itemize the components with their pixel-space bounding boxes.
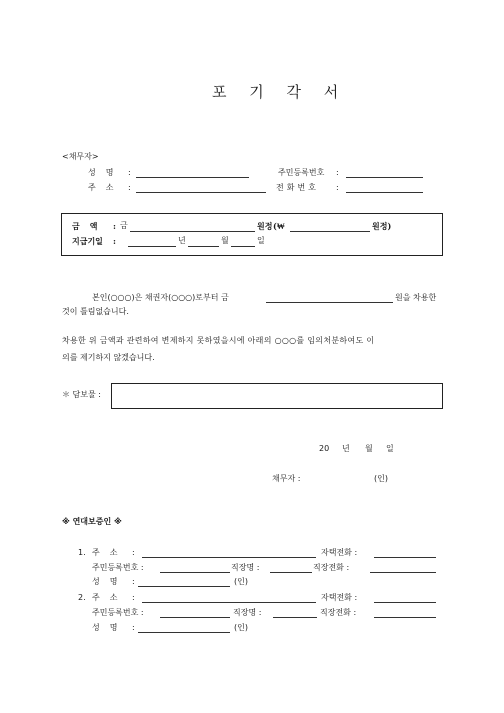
body-paragraph-1a: 본인(○○○)은 채권자(○○○)로부터 금 bbox=[92, 293, 229, 302]
guarantor-2-work-phone-field[interactable] bbox=[374, 617, 436, 618]
guarantor-1-seal: (인) bbox=[234, 577, 248, 586]
debtor-phone-label: 전화번호 bbox=[276, 183, 319, 192]
won-close: 원정) bbox=[372, 221, 392, 231]
debtor-name-label: 성명 bbox=[88, 168, 124, 177]
guarantor-2-work-phone-label: 직장전화 : bbox=[320, 608, 357, 617]
collateral-label: ＊ 담보물 : bbox=[62, 390, 101, 399]
guarantor-1-work-phone-label: 직장전화 : bbox=[313, 563, 350, 572]
colon: : bbox=[113, 236, 116, 246]
guarantor-1-home-phone-field[interactable] bbox=[374, 557, 436, 558]
guarantor-1-number: 1. bbox=[78, 548, 86, 557]
guarantor-1-home-phone-label: 자택전화 : bbox=[321, 548, 358, 557]
guarantor-2-id-field[interactable] bbox=[160, 617, 230, 618]
guarantor-2-home-phone-label: 자택전화 : bbox=[321, 593, 358, 602]
body-paragraph-2b: 의를 제기하지 않겠습니다. bbox=[62, 353, 155, 362]
debtor-name-field[interactable] bbox=[136, 177, 249, 178]
guarantor-1-id-label: 주민등록번호 : bbox=[92, 563, 144, 572]
guarantor-1-address-field[interactable] bbox=[142, 557, 316, 558]
colon: : bbox=[128, 183, 131, 192]
guarantor-2-name-label: 성명 bbox=[92, 623, 128, 632]
debtor-address-field[interactable] bbox=[136, 192, 266, 193]
guarantor-1-id-field[interactable] bbox=[160, 572, 230, 573]
guarantor-2-number: 2. bbox=[78, 593, 86, 602]
colon: : bbox=[113, 221, 116, 231]
due-date-label: 지급기일 bbox=[72, 236, 103, 246]
colon: : bbox=[132, 623, 135, 632]
amount-field[interactable] bbox=[130, 231, 255, 232]
won-symbol-open: (₩ bbox=[273, 221, 285, 231]
date-month-unit: 월 bbox=[365, 444, 373, 453]
guarantor-2-id-label: 주민등록번호 : bbox=[92, 608, 144, 617]
guarantor-2-workplace-label: 직장명 : bbox=[233, 608, 262, 617]
date-day-unit: 일 bbox=[386, 444, 394, 453]
body-paragraph-1c: 것이 틀림없습니다. bbox=[62, 307, 129, 316]
amount-numeric-field[interactable] bbox=[290, 231, 370, 232]
debtor-phone-field[interactable] bbox=[346, 192, 423, 193]
borrowed-amount-field[interactable] bbox=[266, 302, 393, 303]
due-year-unit: 년 bbox=[178, 236, 186, 245]
page-title: 포 기 각 서 bbox=[212, 83, 348, 101]
colon: : bbox=[132, 548, 135, 557]
amount-prefix: 금 bbox=[120, 221, 128, 230]
due-year-field[interactable] bbox=[128, 246, 176, 247]
amount-label: 금액 bbox=[72, 221, 108, 231]
amount-won-text: 원정 bbox=[257, 221, 273, 231]
debtor-id-field[interactable] bbox=[346, 177, 423, 178]
guarantor-1-name-field[interactable] bbox=[138, 586, 230, 587]
guarantor-2-home-phone-field[interactable] bbox=[374, 602, 436, 603]
guarantor-2-address-label: 주소 bbox=[92, 593, 128, 602]
signature-label: 채무자 : bbox=[272, 474, 301, 483]
signature-seal: (인) bbox=[374, 474, 388, 483]
debtor-heading: <채무자> bbox=[62, 152, 99, 161]
date-year-unit: 년 bbox=[342, 444, 350, 453]
due-day-unit: 일 bbox=[257, 236, 265, 245]
debtor-address-label: 주소 bbox=[88, 183, 124, 192]
colon: : bbox=[336, 183, 339, 192]
due-month-field[interactable] bbox=[188, 246, 219, 247]
colon: : bbox=[128, 168, 131, 177]
body-paragraph-2a: 차용한 위 금액과 관련하여 변제하지 못하였을시에 아래의 ○○○를 임의처분하여도 이 bbox=[62, 336, 375, 345]
body-paragraph-1b: 원을 차용한 bbox=[395, 293, 437, 302]
colon: : bbox=[336, 168, 339, 177]
due-month-unit: 월 bbox=[221, 236, 229, 245]
guarantor-1-workplace-label: 직장명 : bbox=[231, 563, 260, 572]
guarantor-1-address-label: 주소 bbox=[92, 548, 128, 557]
colon: : bbox=[132, 593, 135, 602]
colon: : bbox=[132, 577, 135, 586]
guarantor-2-name-field[interactable] bbox=[138, 632, 230, 633]
guarantor-2-workplace-field[interactable] bbox=[273, 617, 317, 618]
guarantor-heading: ※ 연대보증인 ※ bbox=[62, 517, 122, 526]
debtor-id-label: 주민등록번호 bbox=[278, 168, 325, 177]
date-year-prefix: 20 bbox=[319, 444, 330, 453]
due-day-field[interactable] bbox=[231, 246, 255, 247]
collateral-field[interactable] bbox=[111, 383, 443, 409]
guarantor-1-work-phone-field[interactable] bbox=[370, 572, 436, 573]
loan-info-box bbox=[61, 213, 443, 256]
guarantor-1-workplace-field[interactable] bbox=[270, 572, 312, 573]
guarantor-2-seal: (인) bbox=[234, 623, 248, 632]
guarantor-1-name-label: 성명 bbox=[92, 577, 128, 586]
guarantor-2-address-field[interactable] bbox=[142, 602, 316, 603]
